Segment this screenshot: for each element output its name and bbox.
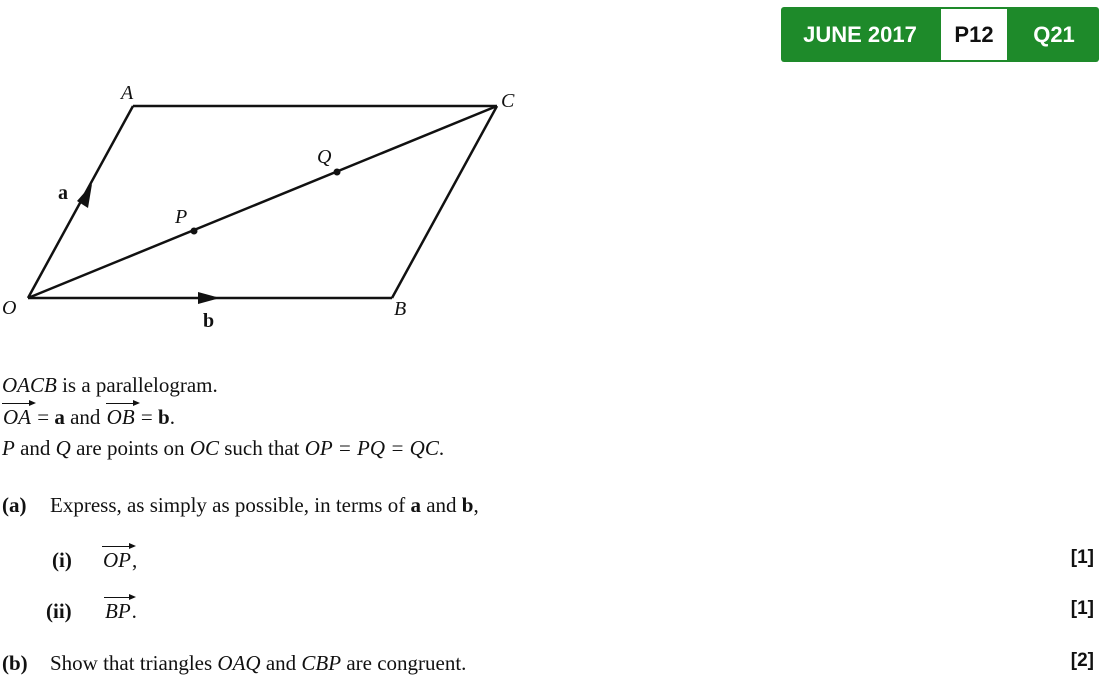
statement-text: are points on — [70, 436, 190, 460]
point-label-q: Q — [317, 146, 332, 168]
conjunction: and — [14, 436, 56, 460]
shape-name: OACB — [2, 373, 57, 397]
vector-oa: OA — [3, 405, 31, 429]
point-q — [334, 169, 341, 176]
point-label-p: P — [175, 206, 188, 228]
statement-line-1 — [2, 373, 218, 398]
triangle-cbp: CBP — [301, 651, 342, 675]
triangle-oaq: OAQ — [217, 651, 261, 675]
part-b-label: (b) — [2, 651, 28, 675]
punctuation: . — [131, 599, 137, 623]
part-a-text: Express, as simply as possible, in terms of — [50, 493, 411, 517]
statement-text: such that — [219, 436, 305, 460]
vector-b: b — [461, 493, 474, 517]
exam-date: JUNE 2017 — [803, 21, 917, 47]
statement-line-3 — [2, 436, 444, 461]
part-a-ii-label: (ii) — [46, 599, 72, 623]
question-number: Q21 — [1033, 21, 1075, 47]
conjunction: and — [260, 651, 302, 675]
equals-sign: = — [32, 405, 55, 429]
part-b-text: are congruent. — [341, 651, 467, 675]
vector-label-a: a — [58, 182, 68, 204]
part-a-i-label: (i) — [52, 548, 72, 572]
vector-label-b: b — [203, 310, 215, 332]
vector-ob: OB — [106, 405, 135, 429]
question-reference-badge — [781, 7, 1099, 62]
vertex-label-a: A — [121, 82, 134, 104]
statement-line-2 — [2, 405, 175, 430]
point-p — [191, 228, 198, 235]
diagonal-oc — [28, 106, 497, 298]
arrow-b-icon — [198, 292, 220, 304]
paper-code: P12 — [941, 9, 1007, 60]
marks-b: [2] — [1070, 650, 1094, 671]
vertex-label-c: C — [501, 90, 515, 112]
vector-a: a — [410, 493, 421, 517]
punctuation: , — [473, 493, 479, 517]
parallelogram-diagram — [0, 0, 560, 340]
side-cb — [392, 106, 497, 298]
ratio-equation: OP = PQ = QC — [304, 436, 439, 460]
vector-b: b — [158, 405, 170, 429]
part-a-label: (a) — [2, 493, 27, 517]
punctuation: . — [438, 436, 445, 460]
conjunction: and — [64, 405, 106, 429]
punctuation: . — [169, 405, 175, 429]
point-q-text: Q — [55, 436, 71, 460]
part-a-ii — [46, 599, 137, 624]
part-a-prompt — [2, 493, 479, 518]
vector-op: OP — [103, 548, 131, 572]
vector-a: a — [54, 405, 65, 429]
statement-text: is a parallelogram. — [56, 373, 218, 397]
conjunction: and — [420, 493, 462, 517]
vector-bp: BP — [105, 599, 131, 623]
equals-sign: = — [135, 405, 159, 429]
vertex-label-b: B — [394, 298, 407, 320]
marks-a-i: [1] — [1070, 547, 1094, 568]
part-b-prompt — [2, 651, 466, 676]
vertex-label-o: O — [2, 297, 17, 319]
segment-oc: OC — [189, 436, 219, 460]
punctuation: , — [132, 548, 138, 572]
part-a-i — [52, 548, 137, 573]
point-p-text: P — [2, 436, 15, 460]
marks-a-ii: [1] — [1070, 598, 1094, 619]
part-b-text: Show that triangles — [50, 651, 218, 675]
